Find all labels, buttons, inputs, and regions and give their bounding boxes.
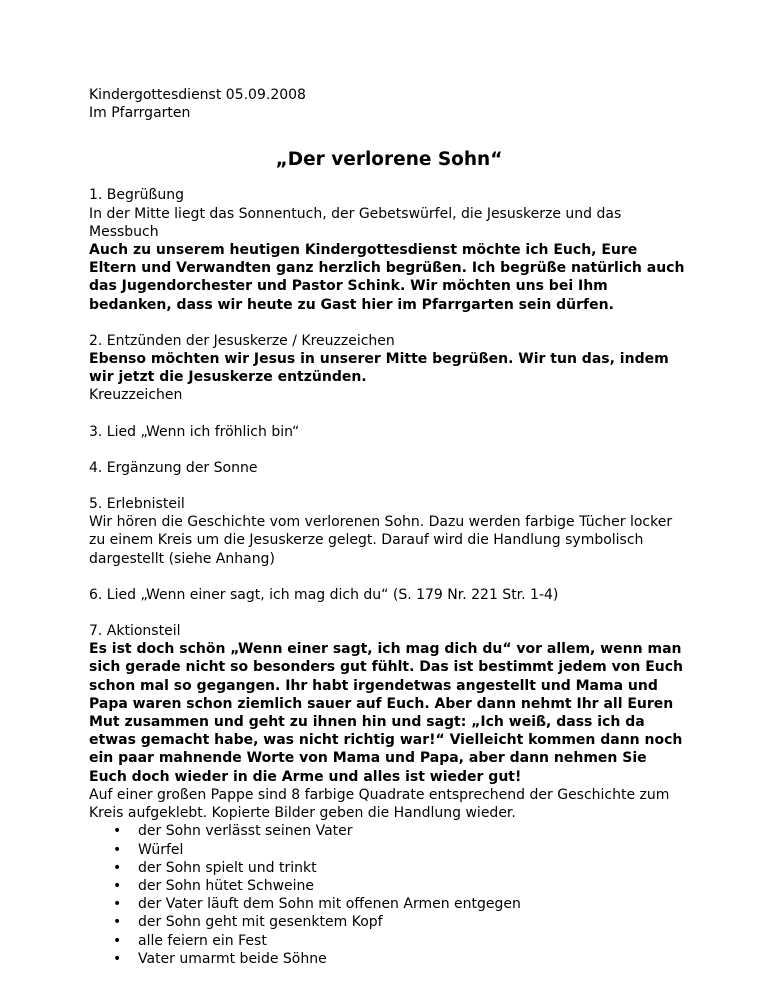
bullet-list [89, 822, 689, 968]
section-text: Auf einer großen Pappe sind 8 farbige Quadrate entsprechend der Geschichte zum Kreis aufgeklebt. Kopierte Bilder geben die Handlung wieder. [89, 786, 670, 822]
section-heading: 1. Begrüßung [89, 187, 184, 204]
section-text: Kreuzzeichen [89, 387, 183, 404]
list-item: • der Sohn verlässt seinen Vater [89, 822, 689, 840]
list-item: • Würfel [89, 841, 689, 859]
section-text: In der Mitte liegt das Sonnentuch, der Gebetswürfel, die Jesuskerze und das Messbuch [89, 205, 622, 240]
section-heading: 7. Aktionsteil [89, 623, 181, 640]
header-location-line: Im Pfarrgarten [89, 105, 191, 122]
list-item: • der Vater läuft dem Sohn mit offenen Armen entgegen [89, 895, 689, 913]
section-bold-text: Es ist doch schön „Wenn einer sagt, ich mag dich du“ vor allem, wenn man sich gerade nicht so besonders gut fühlt. Das ist bestimmt jedem von Euch schon mal so gegangen. Ihr habt irgendetwas angestellt und Mama und Papa waren schon ziemlich sauer auf Euch. Aber dann nehmt Ihr all Euren Mut zusammen und geht zu ihnen hin und sagt: „Ich weiß, dass ich da etwas gemacht habe, was nicht richtig war!“ Vielleicht kommen dann noch ein paar mahnende Worte von Mama und Papa, aber dann nehmen Sie Euch doch wieder in die Arme und alles ist wieder gut! [89, 641, 683, 785]
section-begruessung [89, 186, 689, 313]
section-aktionsteil [89, 622, 689, 968]
section-lied-1 [89, 423, 689, 441]
list-item: • alle feiern ein Fest [89, 932, 689, 950]
list-item: • der Sohn hütet Schweine [89, 877, 689, 895]
section-erlebnisteil [89, 495, 689, 568]
document-title: „Der verlorene Sohn“ [275, 149, 503, 171]
section-heading: 5. Erlebnisteil [89, 496, 185, 513]
section-text: Wir hören die Geschichte vom verlorenen Sohn. Dazu werden farbige Tücher locker zu einem Kreis um die Jesuskerze gelegt. Darauf wird die Handlung symbolisch dargestellt (siehe Anhang) [89, 514, 673, 567]
list-item: • Vater umarmt beide Söhne [89, 950, 689, 968]
section-heading: 2. Entzünden der Jesuskerze / Kreuzzeichen [89, 332, 395, 349]
section-jesuskerze [89, 332, 689, 405]
section-heading: 3. Lied „Wenn ich fröhlich bin“ [89, 423, 300, 440]
section-sonne [89, 459, 689, 477]
section-lied-2 [89, 586, 689, 604]
section-heading: 6. Lied „Wenn einer sagt, ich mag dich du“ (S. 179 Nr. 221 Str. 1-4) [89, 586, 559, 603]
section-heading: 4. Ergänzung der Sonne [89, 459, 258, 476]
list-item: • der Sohn spielt und trinkt [89, 859, 689, 877]
header-date-line: Kindergottesdienst 05.09.2008 [89, 87, 306, 103]
section-bold-text: Auch zu unserem heutigen Kindergottesdienst möchte ich Euch, Eure Eltern und Verwandten ganz herzlich begrüßen. Ich begrüße natürlich auch das Jugendorchester und Pastor Schink. Wir möchten uns bei Ihm bedanken, dass wir heute zu Gast hier im Pfarrgarten sein dürfen. [89, 242, 685, 313]
section-bold-text: Ebenso möchten wir Jesus in unserer Mitte begrüßen. Wir tun das, indem wir jetzt die Jesuskerze entzünden. [89, 351, 669, 386]
document-body [89, 86, 689, 968]
document-header [89, 86, 689, 122]
list-item: • der Sohn geht mit gesenktem Kopf [89, 913, 689, 931]
